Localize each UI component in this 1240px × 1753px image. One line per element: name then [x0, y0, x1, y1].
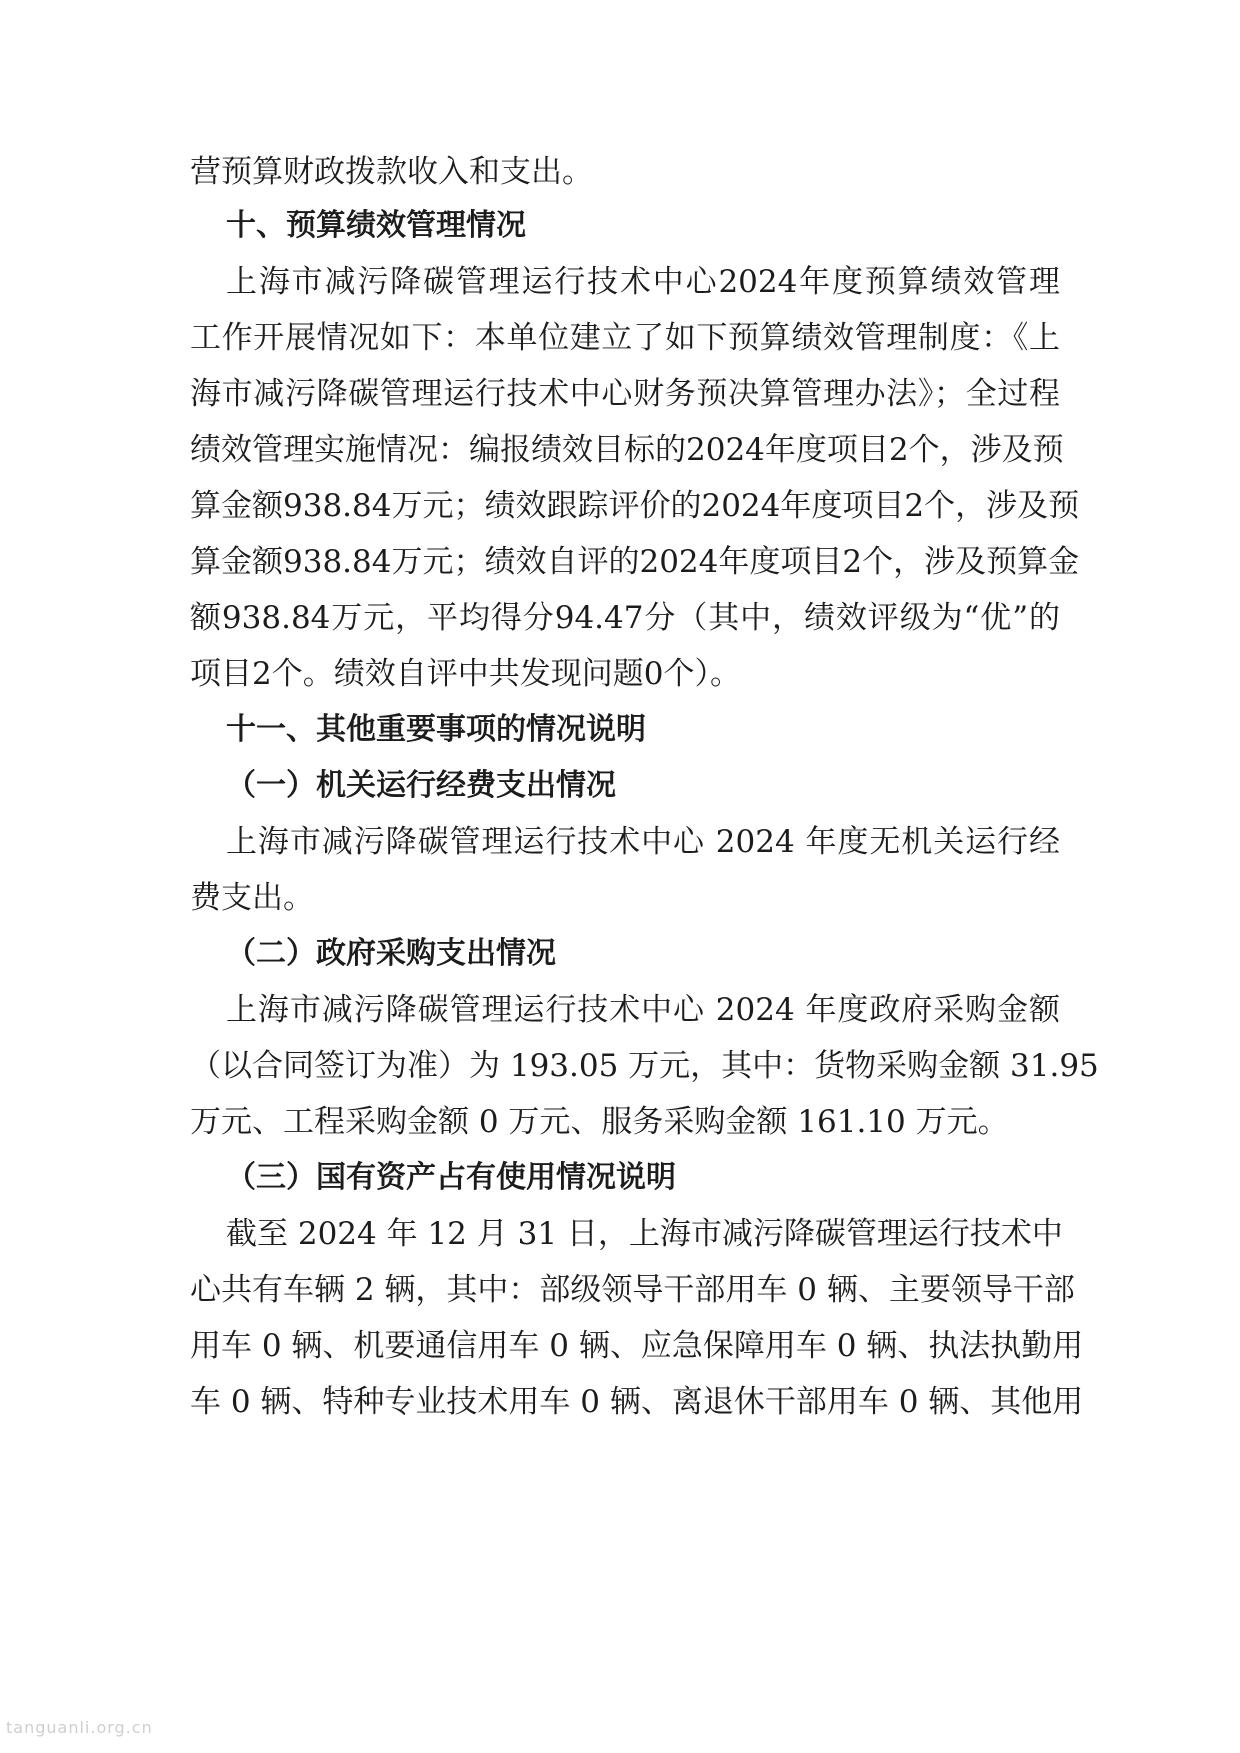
paragraph-line: 算金额938.84万元；绩效自评的2024年度项目2个，涉及预算金	[190, 544, 1080, 580]
paragraph-line: 车 0 辆、特种专业技术用车 0 辆、离退休干部用车 0 辆、其他用	[190, 1384, 1084, 1420]
paragraph-line: 上海市减污降碳管理运行技术中心 2024 年度政府采购金额	[226, 992, 1060, 1028]
document-page	[190, 0, 1099, 1753]
subsection-heading-2: （二）政府采购支出情况	[226, 936, 556, 971]
paragraph-line: 算金额938.84万元；绩效跟踪评价的2024年度项目2个，涉及预	[190, 488, 1080, 524]
subsection-heading-3: （三）国有资产占有使用情况说明	[226, 1160, 676, 1195]
paragraph-line: 费支出。	[190, 880, 314, 916]
subsection-heading-1: （一）机关运行经费支出情况	[226, 768, 616, 803]
paragraph-line: 项目2个。绩效自评中共发现问题0个）。	[190, 656, 741, 692]
paragraph-line: 额938.84万元，平均得分94.47分（其中，绩效评级为“优”的	[190, 600, 1060, 636]
paragraph-line: 营预算财政拨款收入和支出。	[190, 154, 593, 190]
section-heading-10: 十、预算绩效管理情况	[226, 208, 526, 243]
paragraph-line: 绩效管理实施情况：编报绩效目标的2024年度项目2个，涉及预	[190, 432, 1064, 468]
paragraph-line: 万元、工程采购金额 0 万元、服务采购金额 161.10 万元。	[190, 1104, 1009, 1140]
section-heading-11: 十一、其他重要事项的情况说明	[226, 712, 646, 747]
paragraph-line: 用车 0 辆、机要通信用车 0 辆、应急保障用车 0 辆、执法执勤用	[190, 1328, 1084, 1364]
paragraph-line: （以合同签订为准）为 193.05 万元，其中：货物采购金额 31.95	[190, 1048, 1099, 1084]
paragraph-line: 上海市减污降碳管理运行技术中心 2024 年度无机关运行经	[226, 824, 1060, 860]
paragraph-line: 工作开展情况如下：本单位建立了如下预算绩效管理制度：《上	[190, 320, 1060, 356]
paragraph-line: 心共有车辆 2 辆，其中：部级领导干部用车 0 辆、主要领导干部	[190, 1272, 1075, 1308]
paragraph-line: 海市减污降碳管理运行技术中心财务预决算管理办法》；全过程	[190, 376, 1060, 412]
watermark-text: tanguanli.org.cn	[6, 1718, 153, 1737]
paragraph-line: 上海市减污降碳管理运行技术中心2024年度预算绩效管理	[226, 264, 1060, 300]
paragraph-line: 截至 2024 年 12 月 31 日，上海市减污降碳管理运行技术中	[226, 1216, 1063, 1252]
